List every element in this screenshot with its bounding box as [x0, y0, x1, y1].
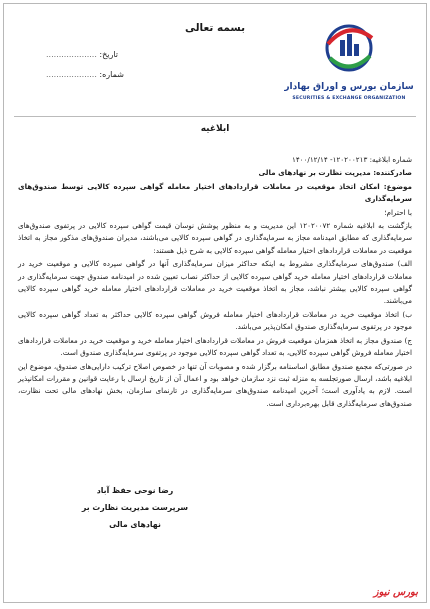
number-field — [46, 70, 124, 79]
notice-title: ابلاغیه — [200, 124, 230, 134]
seo-emblem-icon — [284, 14, 414, 80]
signer-name: رضا نوحی حفظ آباد — [96, 486, 174, 495]
paragraph-intro: بازگشت به ابلاغیه شماره ۱۲۰۲۰۰۷۲ این مدیریت و به منظور پوشش نوسان قیمت گواهی سپرده کالایی در پرتفوی صندوق‌های سرمایه‌گذاری که مطابق امیدنامه مجاز به سرمایه‌گذاری در گواهی سپرده کالایی می‌باشند، مدیران صندوق‌های مذکور مجاز به اتخاذ موقعیت در معاملات قراردادهای اختیار معامله گواهی سپرده کالایی به شرح ذیل هستند: — [18, 221, 412, 255]
letter-heading: بسمه تعالی — [184, 22, 246, 34]
logo-name-fa: سازمان بورس و اوراق بهادار — [284, 82, 414, 92]
watermark-logo: بورس نیوز — [373, 587, 418, 598]
notice-issuer: صادرکننده: مدیریت نظارت بر نهادهای مالی — [258, 168, 412, 178]
signer-title: سرپرست مدیریت نظارت بر نهادهای مالی — [81, 503, 189, 529]
date-label: تاریخ: — [99, 50, 119, 59]
item-a: الف) صندوق‌های سرمایه‌گذاری مشروط به اینکه حداکثر میزان سرمایه‌گذاری آنها در گواهی سپرده کالایی و موقعیت خرید در معاملات قراردادهای اختیار معامله خرید گواهی سپرده کالایی از حداکثر نصاب تعیین شده در امیدنامه صندوق جهت سرمایه‌گذاری در گواهی سپرده کالایی بیشتر نباشد، مجاز به اتخاذ موقعیت خرید در معاملات قراردادهای اختیار معامله خرید گواهی سپرده کالایی می‌باشند. — [18, 259, 412, 306]
signature-block — [80, 482, 190, 533]
organization-logo — [284, 14, 414, 114]
logo-name-en: SECURITIES & EXCHANGE ORGANIZATION — [292, 96, 406, 101]
notice-subject: موضوع: امکان اتخاذ موقعیت در معاملات قراردادهای اختیار معامله گواهی سپرده کالایی توسط صندوق‌های سرمایه‌گذاری — [18, 181, 412, 204]
item-c: ج) صندوق مجاز به اتخاذ همزمان موقعیت فروش در معاملات قراردادهای اختیار معامله خرید و موقعیت خرید در معاملات قراردادهای اختیار معامله فروش گواهی سپرده کالایی، به تعداد گواهی سپرده کالایی موجود در پرتفوی سرمایه‌گذاری صندوق است. — [18, 335, 412, 358]
date-dots: .................... — [46, 50, 97, 59]
item-b: ب) اتخاذ موقعیت خرید در معاملات قراردادهای اختیار معامله فروش گواهی سپرده کالایی حداکثر به تعداد گواهی سپرده کالایی موجود در پرتفوی سرمایه‌گذاری صندوق امکان‌پذیر می‌باشد. — [18, 309, 412, 332]
date-field — [46, 50, 118, 59]
number-label: شماره: — [99, 70, 124, 79]
header-divider — [14, 116, 416, 117]
paragraph-closing: در صورتی‌که مجمع صندوق مطابق اساسنامه برگزار شده و مصوبات آن تنها در خصوص اصلاح ترکیب دارایی‌های صندوق، موضوع این ابلاغیه باشد، ارسال صورتجلسه به منزله ثبت نزد سازمان خواهد بود و اعمال آن از تاریخ ارسال با رعایت قوانین و مقررات امکانپذیر است. لازم به یادآوری است؛ آخرین امیدنامه صندوق‌های سرمایه‌گذاری در تارنمای سازمان، بخش نهادهای مالی تحت نظارت، صندوق‌های سرمایه‌گذاری قابل بهره‌برداری است. — [18, 361, 412, 408]
notice-number: شماره ابلاغیه: ۱۲۰۲۰۰۲۱۳- ۱۴۰۰/۱۲/۱۴ — [291, 155, 412, 164]
greeting: با احترام؛ — [384, 207, 412, 217]
letter-page — [3, 3, 427, 603]
letter-body — [18, 154, 412, 411]
number-dots: .................... — [46, 70, 97, 79]
